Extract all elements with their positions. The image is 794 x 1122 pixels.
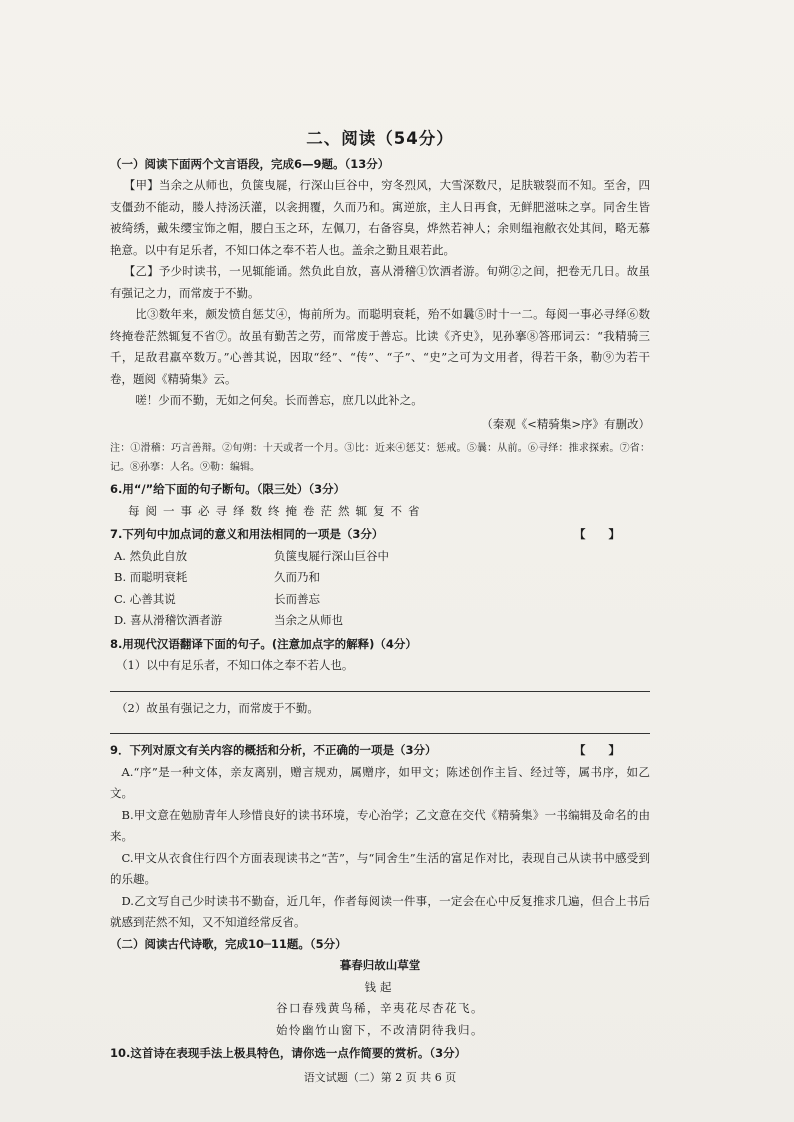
option-left: A. 然负此自放 [114,548,188,563]
question-7-text: 7.下列句中加点词的意义和用法相同的一项是（3分） [110,527,384,541]
option-row [110,567,650,589]
question-7 [110,524,650,546]
poem-author: 钱起 [364,979,396,994]
answer-line[interactable] [110,719,650,734]
passage-yi-2: 比③数年来，颇发愤自惩艾④，悔前所为。而聪明衰耗，殆不如曩⑤时十一二。每阅一事必寻绎⑥数终掩卷茫然辄复不省⑦。故虽有勤苦之劳，而常废于善忘。比读《齐史》，见孙搴⑧答邢词云：“我精骑三千，足敌君羸卒数万。”心善其说，因取“经”、“传”、“子”、“史”之可为文用者，得若干条，勒⑨为若干卷，题阅《精骑集》云。 [110,307,650,386]
question-10: 10.这首诗在表现手法上极具特色，请你选一点作简要的赏析。（3分） [110,1046,467,1060]
option-right: 久而乃和 [274,570,320,584]
question-6-sentence: 每阅一事必寻绎数终掩卷茫然辄复不省 [128,503,426,518]
question-8: 8.用现代汉语翻译下面的句子。(注意加点字的解释)（4分） [110,636,417,651]
answer-bracket: 【 】 [574,743,620,757]
question-6-text: 6.用“/”给下面的句子断句。（限三处）（3分） [110,482,346,496]
option-row [110,589,650,611]
question-8-2: （2）故虽有强记之力，而常废于不勤。 [116,700,319,715]
passage-yi-1: 【乙】予少时读书，一见辄能诵。然负此自放，喜从滑稽①饮酒者游。旬朔②之间，把卷无几日。故虽有强记之力，而常废于不勤。 [110,264,650,300]
option-left: C. 心善其说 [114,591,176,606]
question-9-option-c: C.甲文从衣食住行四个方面表现读书之“苦”，与“同舍生”生活的富足作对比，表现自己从读书中感受到的乐趣。 [110,850,650,886]
section-title: 二、阅读（54分） [306,129,454,148]
passage-jia: 【甲】当余之从师也，负箧曳屣，行深山巨谷中，穷冬烈风，大雪深数尺，足肤皲裂而不知。至舍，四支僵劲不能动，媵人持汤沃灌，以衾拥覆，久而乃和。寓逆旅，主人日再食，无鲜肥滋味之享。同舍生皆被绮绣，戴朱缨宝饰之帽，腰白玉之环，左佩刀，右备容臭，烨然若神人；余则缊袍敝衣处其间，略无慕艳意。以中有足乐者，不知口体之奉不若人也。盖余之勤且艰若此。 [110,178,650,257]
page-footer: 语文试题（二）第 2 页 共 6 页 [303,1070,457,1084]
question-9-option-d: D.乙文写自己少时读书不勤奋，近几年，作者每阅读一件事，一定会在心中反复推求几遍，但合上书后就感到茫然不知，又不知道经常反省。 [110,893,650,929]
answer-line[interactable] [110,677,650,692]
option-left: D. 喜从滑稽饮酒者游 [114,613,223,627]
part1-heading: （一）阅读下面两个文言语段，完成6—9题。（13分） [110,156,390,171]
option-row [110,610,650,632]
answer-bracket: 【 】 [574,527,620,541]
part2-heading: （二）阅读古代诗歌，完成10─11题。（5分） [110,936,347,951]
question-6 [110,479,650,501]
question-9 [110,740,650,762]
option-row [110,546,650,568]
question-9-text: 9．下列对原文有关内容的概括和分析，不正确的一项是（3分） [110,743,437,757]
passage-source: （秦观《<精骑集>序》有删改） [481,416,650,431]
question-9-option-b: B.甲文意在勉励青年人珍惜良好的读书环境，专心治学；乙文意在交代《精骑集》一书编辑及命名的由来。 [110,807,650,843]
question-8-1: （1）以中有足乐者，不知口体之奉不若人也。 [116,658,354,672]
poem-title: 暮春归故山草堂 [339,958,421,972]
passage-yi-3: 嗟！少而不勤，无如之何矣。长而善忘，庶几以此补之。 [135,393,423,407]
poem-line: 始怜幽竹山窗下，不改清阴待我归。 [276,1022,484,1037]
option-right: 当余之从师也 [274,613,343,627]
question-9-option-a: A.“序”是一种文体，亲友离别，赠言规劝，属赠序，如甲文；陈述创作主旨、经过等，属书序，如乙文。 [110,764,650,800]
poem-line: 谷口春残黄鸟稀，辛夷花尽杏花飞。 [276,1001,484,1015]
page-content [110,128,650,1088]
option-right: 负箧曳屣行深山巨谷中 [274,548,389,563]
option-right: 长而善忘 [274,591,320,606]
option-left: B. 而聪明衰耗 [114,570,188,584]
annotation-notes: 注：①滑稽：巧言善辩。②旬朔：十天或者一个月。③比：近来④惩艾：惩戒。⑤曩：从前。⑥寻绎：推求探索。⑦省：记。⑧孙搴：人名。⑨勒：编辑。 [110,443,650,473]
